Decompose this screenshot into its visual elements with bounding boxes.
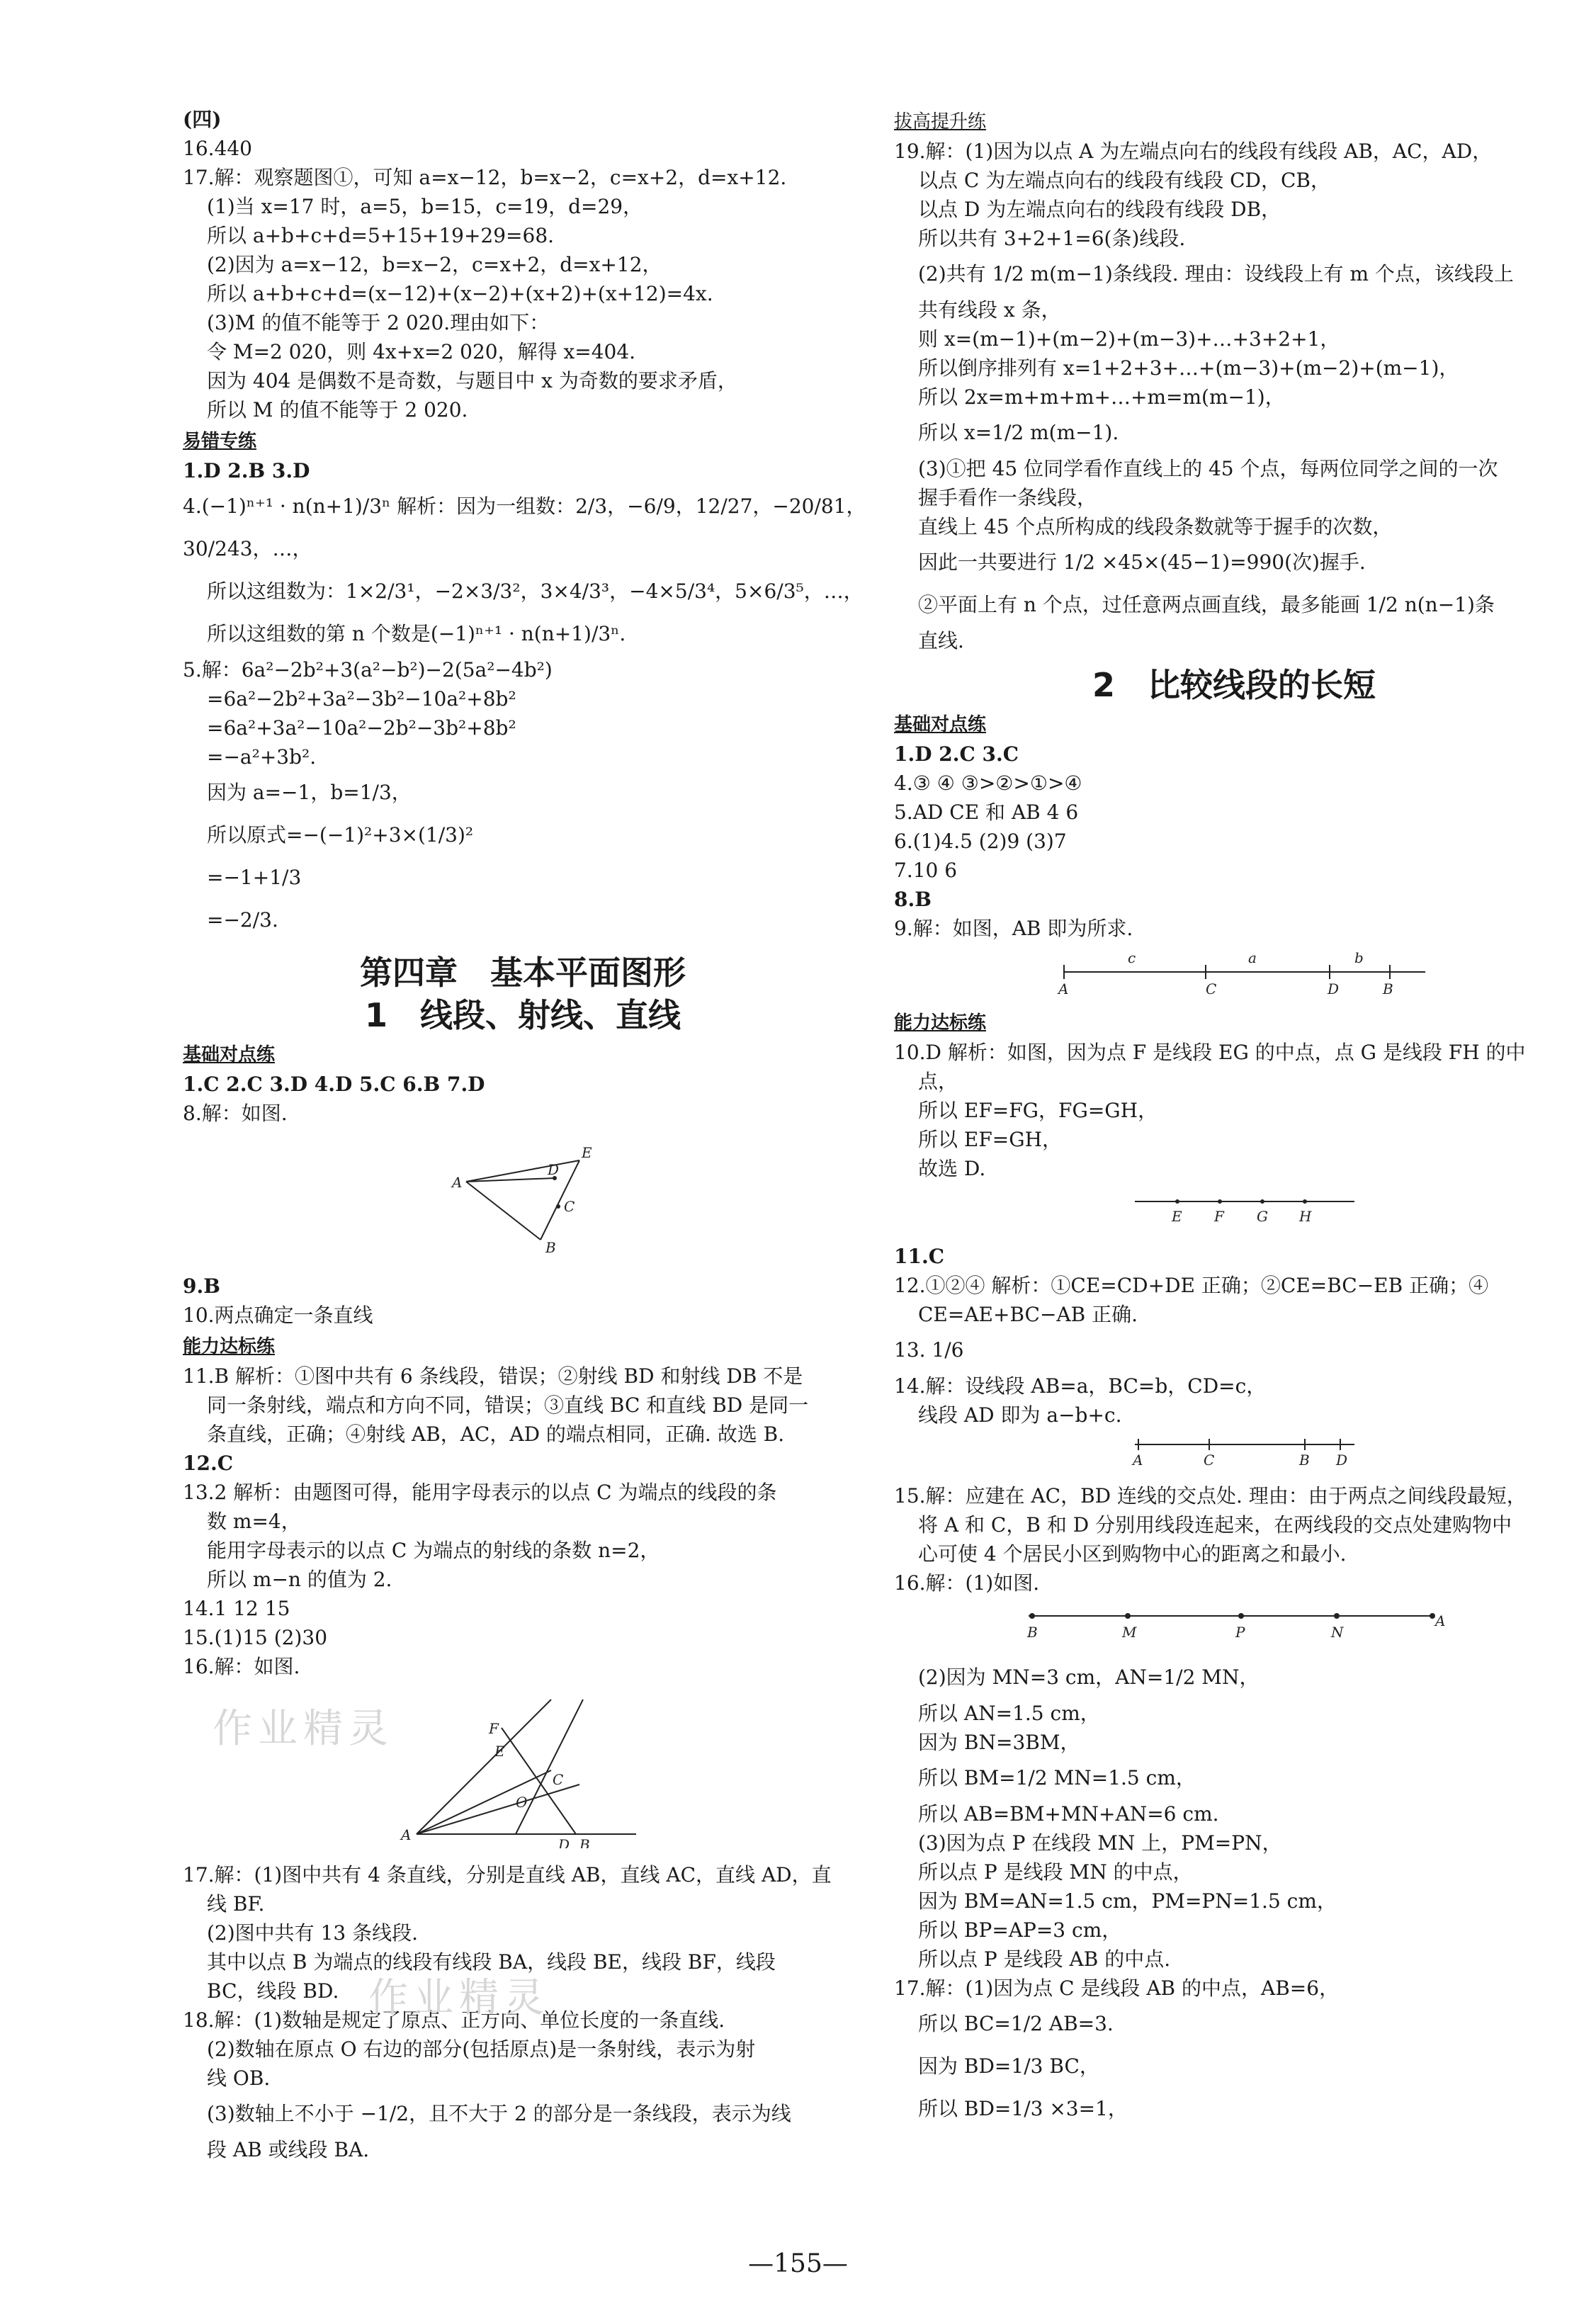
segment-label: a	[1248, 949, 1257, 966]
point-label: C	[553, 1771, 564, 1788]
point-label: C	[1204, 1452, 1215, 1469]
segment-diagram	[894, 1434, 1574, 1469]
answer-line: 直线.	[918, 629, 964, 652]
answer-line: 15.(1)15 (2)30	[183, 1626, 328, 1649]
answer-line: (3)数轴上不小于 −1/2，且不大于 2 的部分是一条线段，表示为线	[207, 2102, 791, 2125]
point-label: F	[489, 1720, 499, 1737]
answer-line: 所以 BM=1/2 MN=1.5 cm，	[918, 1766, 1196, 1789]
answer-line: 1.D 2.B 3.D	[183, 459, 310, 482]
figure-r16	[894, 1602, 1574, 1652]
answer-line: 因为 404 是偶数不是奇数，与题目中 x 为奇数的要求矛盾，	[207, 369, 737, 392]
answer-line: 5.解：6a²−2b²+3(a²−b²)−2(5a²−4b²)	[183, 658, 553, 682]
answer-line: 4.(−1)ⁿ⁺¹ · n(n+1)/3ⁿ 解析：因为一组数：2/3，−6/9，12/27，−20/81，	[183, 494, 866, 518]
answer-line: 能用字母表示的以点 C 为端点的射线的条数 n=2，	[207, 1539, 660, 1562]
answer-line: 所以 x=1/2 m(m−1).	[918, 421, 1119, 444]
point-label: D	[1336, 1452, 1348, 1469]
segment-diagram	[894, 947, 1574, 997]
segment-label: c	[1128, 949, 1136, 966]
point-label: F	[1214, 1208, 1224, 1225]
answer-line: 8.B	[894, 888, 932, 911]
answer-line: 所以点 P 是线段 AB 的中点.	[918, 1947, 1171, 1971]
answer-line: 因为 BM=AN=1.5 cm，PM=PN=1.5 cm，	[918, 1889, 1337, 1913]
answer-line: 所以 BC=1/2 AB=3.	[918, 2012, 1114, 2035]
answer-line: 所以 AB=BM+MN+AN=6 cm.	[918, 1802, 1219, 1826]
point-label: B	[1299, 1452, 1310, 1469]
right-column	[894, 105, 1574, 2130]
watermark: 作业精灵	[213, 1706, 394, 1752]
answer-line: (2)数轴在原点 O 右边的部分(包括原点)是一条射线，表示为射	[207, 2037, 756, 2061]
chapter-title: 第四章 基本平面图形	[360, 954, 686, 992]
answer-line: 16.解：(1)如图.	[894, 1571, 1040, 1595]
answer-line: 其中以点 B 为端点的线段有线段 BA，线段 BE，线段 BF，线段	[207, 1950, 776, 1974]
answer-line: 19.解：(1)因为以点 A 为左端点向右的线段有线段 AB，AC，AD，	[894, 140, 1493, 163]
answer-line: 所以 BD=1/3 ×3=1，	[918, 2097, 1128, 2120]
answer-line: 5.AD CE 和 AB 4 6	[894, 801, 1079, 824]
answer-line: BC，线段 BD.	[207, 1979, 339, 2003]
answer-line: 因此一共要进行 1/2 ×45×(45−1)=990(次)握手.	[918, 550, 1366, 574]
point-label: E	[1172, 1208, 1182, 1225]
section-title: 2 比较线段的长短	[1092, 666, 1376, 704]
answer-line: 10.D 解析：如图，因为点 F 是线段 EG 的中点，点 G 是线段 FH 的中	[894, 1041, 1526, 1064]
answer-line: 16.440	[183, 137, 252, 160]
answer-line: 因为 a=−1，b=1/3，	[207, 781, 412, 804]
point-label: E	[582, 1144, 592, 1161]
answer-line: 段 AB 或线段 BA.	[207, 2138, 370, 2161]
answer-line: 6.(1)4.5 (2)9 (3)7	[894, 830, 1067, 853]
answer-line: 数 m=4，	[207, 1510, 301, 1533]
point-label: C	[564, 1198, 575, 1215]
answer-line: 以点 C 为左端点向右的线段有线段 CD，CB，	[918, 169, 1330, 192]
point-label: D	[1328, 980, 1340, 997]
figure-q8	[183, 1132, 863, 1267]
answer-line: =−1+1/3	[207, 866, 302, 889]
answer-line: 15.解：应建在 AC，BD 连线的交点处. 理由：由于两点之间线段最短，	[894, 1484, 1527, 1508]
answer-line: =−a²+3b².	[207, 745, 317, 769]
answer-line: 同一条射线，端点和方向不同，错误；③直线 BC 和直线 BD 是同一	[207, 1393, 809, 1417]
answer-line: 8.解：如图.	[183, 1102, 288, 1125]
segment-label: b	[1354, 949, 1364, 966]
answer-line: 14.解：设线段 AB=a，BC=b，CD=c，	[894, 1374, 1267, 1398]
section-label: 基础对点练	[183, 1044, 276, 1065]
point-label: D	[548, 1161, 560, 1178]
answer-line: 所以点 P 是线段 MN 的中点，	[918, 1860, 1193, 1884]
answer-line: (3)M 的值不能等于 2 020.理由如下：	[207, 311, 550, 334]
answer-line: 所以 AN=1.5 cm，	[918, 1702, 1100, 1725]
part-heading: (四)	[183, 108, 222, 131]
point-label: A	[1133, 1452, 1143, 1469]
answer-line: 共有线段 x 条，	[918, 298, 1061, 322]
answer-line: 因为 BN=3BM，	[918, 1731, 1080, 1754]
answer-line: (2)图中共有 13 条线段.	[207, 1921, 418, 1945]
answer-line: (2)因为 a=x−12，b=x−2，c=x+2，d=x+12，	[207, 253, 662, 276]
answer-line: 1.D 2.C 3.C	[894, 742, 1019, 766]
answer-line: 所以 EF=GH，	[918, 1128, 1063, 1151]
answer-line: 心可使 4 个居民小区到购物中心的距离之和最小.	[918, 1542, 1347, 1566]
point-label: B	[579, 1836, 590, 1848]
answer-line: 11.B 解析：①图中共有 6 条线段，错误；②射线 BD 和射线 DB 不是	[183, 1364, 803, 1388]
point-label: A	[1058, 980, 1069, 997]
point-label: A	[1435, 1612, 1446, 1629]
answer-line: 直线上 45 个点所构成的线段条数就等于握手的次数，	[918, 515, 1393, 538]
answer-line: 则 x=(m−1)+(m−2)+(m−3)+…+3+2+1，	[918, 327, 1340, 351]
answer-line: 所以 BP=AP=3 cm，	[918, 1918, 1122, 1942]
answer-line: 所以这组数的第 n 个数是(−1)ⁿ⁺¹ · n(n+1)/3ⁿ.	[207, 622, 626, 645]
answer-line: 17.解：(1)图中共有 4 条直线，分别是直线 AB，直线 AC，直线 AD，直	[183, 1863, 832, 1887]
point-label: O	[516, 1794, 528, 1811]
answer-line: 所以 a+b+c+d=5+15+19+29=68.	[207, 224, 555, 247]
watermark: 作业精灵	[368, 1975, 550, 2021]
answer-line: 线 BF.	[207, 1892, 265, 1916]
point-label: B	[1383, 980, 1393, 997]
answer-line: 18.解：(1)数轴是规定了原点、正方向、单位长度的一条直线.	[183, 2008, 725, 2032]
answer-line: 13.2 解析：由题图可得，能用字母表示的以点 C 为端点的线段的条	[183, 1481, 777, 1504]
answer-line: 故选 D.	[918, 1157, 986, 1180]
section-label: 易错专练	[183, 431, 257, 452]
segment-diagram	[894, 1187, 1574, 1230]
answer-line: 12.C	[183, 1452, 233, 1475]
figure-r10	[894, 1187, 1574, 1238]
answer-line: 点，	[918, 1070, 958, 1093]
segment-diagram	[894, 1602, 1574, 1644]
point-label: A	[401, 1826, 412, 1843]
answer-line: (3)①把 45 位同学看作直线上的 45 个点，每两位同学之间的一次	[918, 457, 1498, 480]
answer-line: 14.1 12 15	[183, 1597, 290, 1620]
triangle-diagram	[183, 1132, 863, 1260]
answer-line: =6a²−2b²+3a²−3b²−10a²+8b²	[207, 687, 516, 711]
answer-line: 9.B	[183, 1274, 220, 1298]
point-label: A	[452, 1174, 463, 1191]
point-label: D	[558, 1836, 570, 1848]
answer-line: 令 M=2 020，则 4x+x=2 020，解得 x=404.	[207, 340, 636, 363]
answer-line: =−2/3.	[207, 908, 278, 932]
point-label: G	[1257, 1208, 1268, 1225]
page-number: —155—	[748, 2249, 848, 2278]
answer-line: 握手看作一条线段，	[918, 486, 1097, 509]
point-label: M	[1122, 1624, 1137, 1641]
point-label: B	[1027, 1624, 1038, 1641]
answer-line: ②平面上有 n 个点，过任意两点画直线，最多能画 1/2 n(n−1)条	[918, 593, 1495, 616]
answer-line: (2)因为 MN=3 cm，AN=1/2 MN，	[918, 1666, 1260, 1689]
answer-line: 所以 M 的值不能等于 2 020.	[207, 398, 468, 422]
answer-line: 条直线，正确；④射线 AB，AC，AD 的端点相同，正确. 故选 B.	[207, 1423, 785, 1446]
answer-line: 9.解：如图，AB 即为所求.	[894, 917, 1133, 940]
point-label: C	[1206, 980, 1217, 997]
answer-line: =6a²+3a²−10a²−2b²−3b²+8b²	[207, 716, 516, 740]
answer-line: 所以 a+b+c+d=(x−12)+(x−2)+(x+2)+(x+12)=4x.	[207, 282, 713, 305]
answer-line: 1.C 2.C 3.D 4.D 5.C 6.B 7.D	[183, 1073, 485, 1096]
answer-line: (3)因为点 P 在线段 MN 上，PM=PN，	[918, 1831, 1282, 1855]
answer-line: 16.解：如图.	[183, 1655, 300, 1678]
answer-line: 17.解：(1)因为点 C 是线段 AB 的中点，AB=6，	[894, 1976, 1340, 2000]
point-label: B	[545, 1239, 556, 1256]
answer-line: 13. 1/6	[894, 1338, 964, 1362]
answer-line: 以点 D 为左端点向右的线段有线段 DB，	[918, 198, 1281, 221]
point-label: N	[1331, 1624, 1344, 1641]
answer-line: 12.①②④ 解析：①CE=CD+DE 正确；②CE=BC−EB 正确；④	[894, 1274, 1489, 1297]
answer-line: (1)当 x=17 时，a=5，b=15，c=19，d=29，	[207, 195, 643, 218]
answer-line: 4.③ ④ ③>②>①>④	[894, 771, 1082, 795]
answer-line: 线 OB.	[207, 2066, 271, 2090]
answer-line: 因为 BD=1/3 BC，	[918, 2054, 1099, 2078]
answer-line: 将 A 和 C，B 和 D 分别用线段连起来，在两线段的交点处建购物中	[918, 1513, 1512, 1537]
answer-line: CE=AE+BC−AB 正确.	[918, 1303, 1138, 1326]
answer-line: 所以 2x=m+m+m+…+m=m(m−1)，	[918, 385, 1285, 409]
answer-line: 10.两点确定一条直线	[183, 1303, 373, 1327]
point-label: P	[1235, 1624, 1245, 1641]
answer-line: 17.解：观察题图①，可知 a=x−12，b=x−2，c=x+2，d=x+12.	[183, 166, 787, 189]
section-label: 拔高提升练	[894, 111, 987, 132]
answer-line: 所以 m−n 的值为 2.	[207, 1568, 392, 1591]
section-label: 基础对点练	[894, 714, 987, 735]
answer-line: 线段 AD 即为 a−b+c.	[918, 1403, 1122, 1427]
point-label: E	[494, 1743, 505, 1760]
section-title: 1 线段、射线、直线	[364, 996, 681, 1034]
answer-line: (2)共有 1/2 m(m−1)条线段. 理由：设线段上有 m 个点，该线段上	[918, 262, 1514, 285]
answer-line: 所以这组数为：1×2/3¹，−2×3/3²，3×4/3³，−4×5/3⁴，5×6/3⁵，…，	[207, 579, 864, 603]
left-column	[183, 105, 866, 2164]
section-label: 能力达标练	[183, 1336, 276, 1357]
answer-line: 所以倒序排列有 x=1+2+3+…+(m−3)+(m−2)+(m−1)，	[918, 356, 1459, 380]
answer-line: 所以原式=−(−1)²+3×(1/3)²	[207, 823, 474, 847]
answer-line: 所以 EF=FG，FG=GH，	[918, 1099, 1158, 1122]
answer-line: 11.C	[894, 1245, 944, 1268]
answer-line: 7.10 6	[894, 859, 958, 882]
section-label: 能力达标练	[894, 1012, 987, 1034]
answer-line: 30/243，…，	[183, 537, 312, 560]
figure-r9	[894, 947, 1574, 1005]
figure-r14	[894, 1434, 1574, 1477]
point-label: H	[1299, 1208, 1312, 1225]
answer-line: 所以共有 3+2+1=6(条)线段.	[918, 227, 1186, 250]
